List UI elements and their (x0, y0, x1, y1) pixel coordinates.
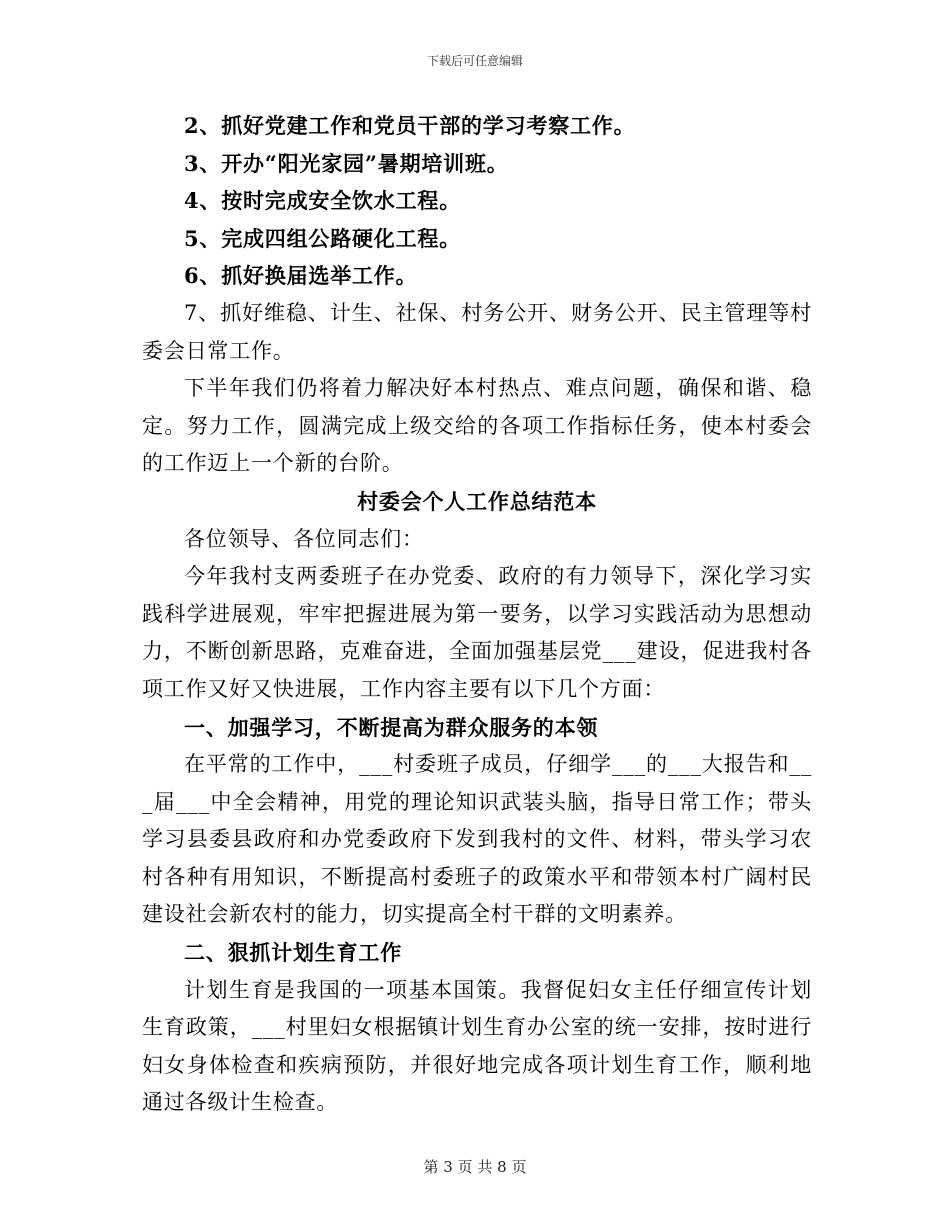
family-planning-paragraph: 计划生育是我国的一项基本国策。我督促妇女主任仔细宣传计划生育政策，___村里妇女根据镇计划生育办公室的统一安排，按时进行妇女身体检查和疾病预防，并很好地完成各项计划生育工作，顺利地通过各级计生检查。 (142, 977, 812, 1115)
list-item-2: 2、抓好党建工作和党员干部的学习考察工作。 (184, 113, 636, 138)
subheading-study: 一、加强学习，不断提高为群众服务的本领 (184, 714, 599, 740)
list-item-6: 6、抓好换届选举工作。 (184, 263, 418, 289)
section-title: 村委会个人工作总结范本 (357, 488, 597, 514)
list-item-5: 5、完成四组公路硬化工程。 (184, 225, 462, 251)
closing-paragraph: 下半年我们仍将着力解决好本村热点、难点问题，确保和谐、稳定。努力工作，圆满完成上级交给的各项工作指标任务，使本村委会的工作迈上一个新的台阶。 (142, 376, 812, 476)
list-item-3: 3、开办“阳光家园”暑期培训班。 (184, 150, 509, 176)
document-body (142, 107, 812, 1122)
page-number: 第 3 页 共 8 页 (423, 1158, 527, 1176)
salutation: 各位领导、各位同志们： (184, 526, 424, 551)
page-header-note: 下载后可任意编辑 (426, 54, 523, 68)
list-item-7: 7、抓好维稳、计生、社保、村务公开、财务公开、民主管理等村委会日常工作。 (142, 300, 812, 363)
intro-paragraph: 今年我村支两委班子在办党委、政府的有力领导下，深化学习实践科学进展观，牢牢把握进展为第一要务，以学习实践活动为思想动力，不断创新思路，克难奋进，全面加强基层党___建设，促进我村各项工作又好又快进展，工作内容主要有以下几个方面： (142, 564, 812, 701)
study-paragraph: 在平常的工作中，___村委班子成员，仔细学___的___大报告和___届___中全会精神，用党的理论知识武装头脑，指导日常工作；带头学习县委县政府和办党委政府下发到我村的文件、材料，带头学习农村各种有用知识，不断提高村委班子的政策水平和带领本村广阔村民建设社会新农村的能力，切实提高全村干群的文明素养。 (142, 752, 812, 927)
subheading-family-planning: 二、狠抓计划生育工作 (184, 940, 402, 966)
list-item-4: 4、按时完成安全饮水工程。 (184, 188, 462, 214)
